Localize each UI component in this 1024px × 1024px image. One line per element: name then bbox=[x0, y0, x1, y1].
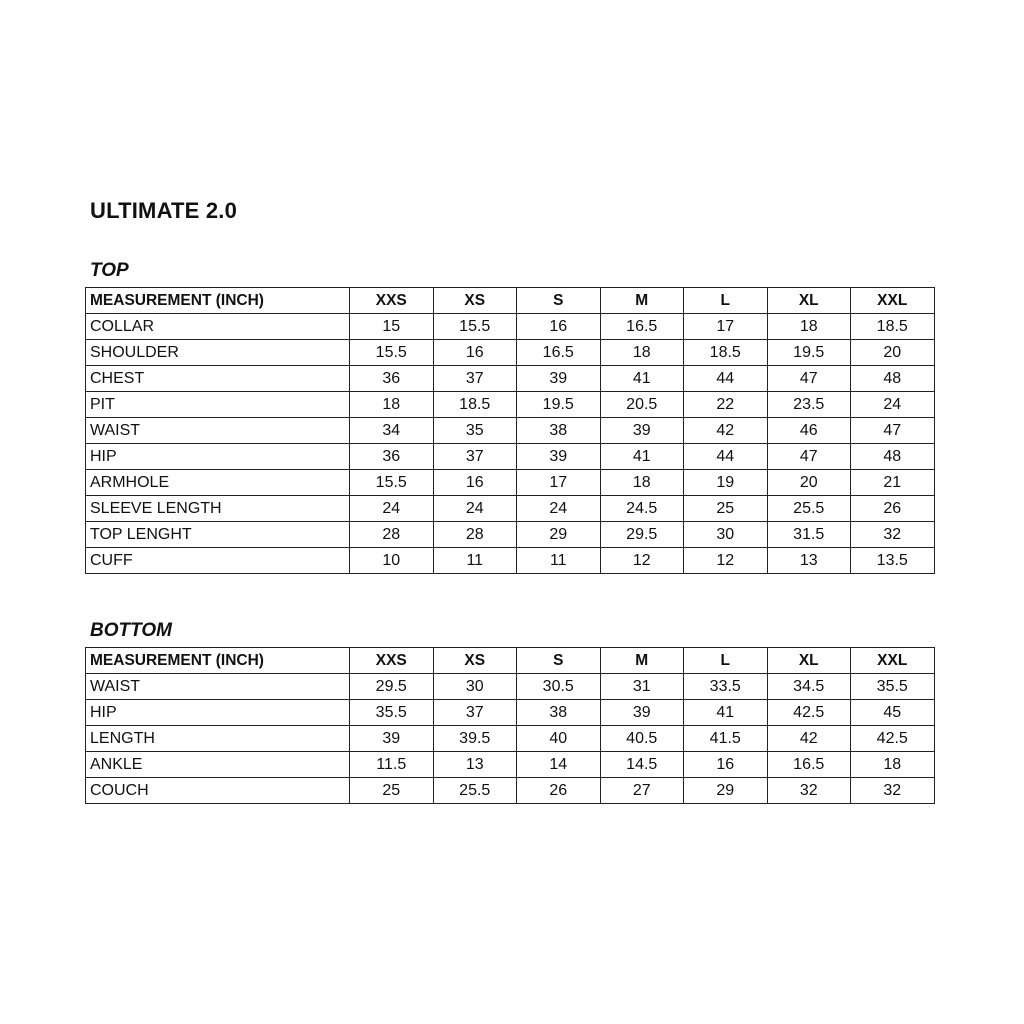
measurement-value-cell: 35.5 bbox=[350, 700, 434, 726]
measurement-value-cell: 38 bbox=[517, 700, 601, 726]
measurement-value-cell: 18 bbox=[600, 340, 684, 366]
measurement-value-cell: 20 bbox=[851, 340, 935, 366]
measurement-value-cell: 32 bbox=[767, 778, 851, 804]
measurement-value-cell: 11 bbox=[433, 548, 517, 574]
measurement-value-cell: 16 bbox=[684, 752, 768, 778]
measurement-value-cell: 18 bbox=[767, 314, 851, 340]
measurement-value-cell: 41.5 bbox=[684, 726, 768, 752]
measurement-value-cell: 29.5 bbox=[600, 522, 684, 548]
measurement-value-cell: 12 bbox=[600, 548, 684, 574]
measurement-value-cell: 37 bbox=[433, 700, 517, 726]
measurement-value-cell: 13 bbox=[767, 548, 851, 574]
measurement-value-cell: 48 bbox=[851, 366, 935, 392]
measurement-value-cell: 19.5 bbox=[517, 392, 601, 418]
table-row bbox=[86, 418, 935, 444]
measurement-value-cell: 33.5 bbox=[684, 674, 768, 700]
size-table-top bbox=[85, 287, 935, 574]
measurement-value-cell: 28 bbox=[350, 522, 434, 548]
table-header-row bbox=[86, 288, 935, 314]
table-header-row bbox=[86, 648, 935, 674]
measurement-value-cell: 30.5 bbox=[517, 674, 601, 700]
section-label-top: TOP bbox=[90, 260, 129, 281]
table-row bbox=[86, 522, 935, 548]
measurement-value-cell: 27 bbox=[600, 778, 684, 804]
column-header: XS bbox=[433, 648, 517, 674]
column-header: XL bbox=[767, 288, 851, 314]
size-table-bottom bbox=[85, 647, 935, 804]
measurement-value-cell: 47 bbox=[767, 444, 851, 470]
measurement-value-cell: 19.5 bbox=[767, 340, 851, 366]
table-row bbox=[86, 752, 935, 778]
measurement-value-cell: 14 bbox=[517, 752, 601, 778]
measurement-value-cell: 25 bbox=[684, 496, 768, 522]
measurement-value-cell: 44 bbox=[684, 444, 768, 470]
measurement-value-cell: 16.5 bbox=[600, 314, 684, 340]
measurement-value-cell: 14.5 bbox=[600, 752, 684, 778]
section-label-bottom: BOTTOM bbox=[90, 620, 172, 641]
measurement-name-cell: COUCH bbox=[86, 778, 350, 804]
measurement-value-cell: 32 bbox=[851, 778, 935, 804]
measurement-value-cell: 25 bbox=[350, 778, 434, 804]
measurement-value-cell: 30 bbox=[433, 674, 517, 700]
measurement-value-cell: 29 bbox=[517, 522, 601, 548]
measurement-value-cell: 35.5 bbox=[851, 674, 935, 700]
measurement-name-cell: WAIST bbox=[86, 674, 350, 700]
measurement-value-cell: 15 bbox=[350, 314, 434, 340]
measurement-value-cell: 10 bbox=[350, 548, 434, 574]
measurement-value-cell: 37 bbox=[433, 444, 517, 470]
table-row bbox=[86, 314, 935, 340]
table-row bbox=[86, 444, 935, 470]
measurement-value-cell: 42.5 bbox=[767, 700, 851, 726]
measurement-value-cell: 16 bbox=[433, 340, 517, 366]
measurement-value-cell: 38 bbox=[517, 418, 601, 444]
measurement-value-cell: 47 bbox=[851, 418, 935, 444]
measurement-value-cell: 25.5 bbox=[767, 496, 851, 522]
measurement-value-cell: 20.5 bbox=[600, 392, 684, 418]
measurement-name-cell: CHEST bbox=[86, 366, 350, 392]
measurement-value-cell: 24 bbox=[433, 496, 517, 522]
measurement-name-cell: SLEEVE LENGTH bbox=[86, 496, 350, 522]
measurement-value-cell: 24 bbox=[517, 496, 601, 522]
measurement-value-cell: 18.5 bbox=[684, 340, 768, 366]
measurement-value-cell: 13 bbox=[433, 752, 517, 778]
measurement-value-cell: 18.5 bbox=[851, 314, 935, 340]
column-header: L bbox=[684, 288, 768, 314]
measurement-value-cell: 11 bbox=[517, 548, 601, 574]
measurement-name-cell: SHOULDER bbox=[86, 340, 350, 366]
table-row bbox=[86, 392, 935, 418]
measurement-value-cell: 16 bbox=[517, 314, 601, 340]
measurement-value-cell: 15.5 bbox=[433, 314, 517, 340]
measurement-value-cell: 26 bbox=[851, 496, 935, 522]
measurement-value-cell: 42 bbox=[767, 726, 851, 752]
column-header: MEASUREMENT (INCH) bbox=[86, 288, 350, 314]
measurement-value-cell: 15.5 bbox=[350, 340, 434, 366]
measurement-value-cell: 39 bbox=[517, 444, 601, 470]
measurement-value-cell: 41 bbox=[684, 700, 768, 726]
measurement-value-cell: 39 bbox=[600, 700, 684, 726]
column-header: XXL bbox=[851, 648, 935, 674]
measurement-value-cell: 26 bbox=[517, 778, 601, 804]
table-row bbox=[86, 496, 935, 522]
measurement-value-cell: 31 bbox=[600, 674, 684, 700]
measurement-name-cell: PIT bbox=[86, 392, 350, 418]
table-row bbox=[86, 548, 935, 574]
column-header: S bbox=[517, 288, 601, 314]
column-header: MEASUREMENT (INCH) bbox=[86, 648, 350, 674]
measurement-value-cell: 18 bbox=[851, 752, 935, 778]
measurement-value-cell: 18.5 bbox=[433, 392, 517, 418]
measurement-value-cell: 34 bbox=[350, 418, 434, 444]
measurement-value-cell: 41 bbox=[600, 444, 684, 470]
column-header: XS bbox=[433, 288, 517, 314]
measurement-value-cell: 16.5 bbox=[517, 340, 601, 366]
table-row bbox=[86, 778, 935, 804]
table-row bbox=[86, 340, 935, 366]
measurement-name-cell: ARMHOLE bbox=[86, 470, 350, 496]
measurement-value-cell: 16.5 bbox=[767, 752, 851, 778]
measurement-value-cell: 17 bbox=[517, 470, 601, 496]
measurement-value-cell: 34.5 bbox=[767, 674, 851, 700]
measurement-name-cell: LENGTH bbox=[86, 726, 350, 752]
column-header: XXL bbox=[851, 288, 935, 314]
measurement-value-cell: 12 bbox=[684, 548, 768, 574]
measurement-name-cell: COLLAR bbox=[86, 314, 350, 340]
measurement-value-cell: 39 bbox=[350, 726, 434, 752]
measurement-value-cell: 41 bbox=[600, 366, 684, 392]
measurement-value-cell: 39 bbox=[600, 418, 684, 444]
measurement-value-cell: 24.5 bbox=[600, 496, 684, 522]
page-title: ULTIMATE 2.0 bbox=[90, 198, 238, 223]
measurement-value-cell: 36 bbox=[350, 444, 434, 470]
measurement-value-cell: 31.5 bbox=[767, 522, 851, 548]
measurement-value-cell: 11.5 bbox=[350, 752, 434, 778]
column-header: XXS bbox=[350, 648, 434, 674]
table-row bbox=[86, 726, 935, 752]
measurement-value-cell: 40 bbox=[517, 726, 601, 752]
measurement-value-cell: 24 bbox=[350, 496, 434, 522]
measurement-value-cell: 37 bbox=[433, 366, 517, 392]
measurement-name-cell: HIP bbox=[86, 444, 350, 470]
column-header: L bbox=[684, 648, 768, 674]
measurement-value-cell: 16 bbox=[433, 470, 517, 496]
measurement-value-cell: 30 bbox=[684, 522, 768, 548]
measurement-value-cell: 42.5 bbox=[851, 726, 935, 752]
measurement-value-cell: 28 bbox=[433, 522, 517, 548]
measurement-name-cell: WAIST bbox=[86, 418, 350, 444]
table-row bbox=[86, 366, 935, 392]
measurement-value-cell: 29.5 bbox=[350, 674, 434, 700]
measurement-value-cell: 44 bbox=[684, 366, 768, 392]
measurement-value-cell: 25.5 bbox=[433, 778, 517, 804]
measurement-value-cell: 24 bbox=[851, 392, 935, 418]
measurement-value-cell: 48 bbox=[851, 444, 935, 470]
measurement-value-cell: 29 bbox=[684, 778, 768, 804]
column-header: M bbox=[600, 648, 684, 674]
measurement-value-cell: 35 bbox=[433, 418, 517, 444]
measurement-value-cell: 42 bbox=[684, 418, 768, 444]
measurement-value-cell: 46 bbox=[767, 418, 851, 444]
measurement-value-cell: 23.5 bbox=[767, 392, 851, 418]
measurement-value-cell: 13.5 bbox=[851, 548, 935, 574]
measurement-name-cell: HIP bbox=[86, 700, 350, 726]
measurement-name-cell: ANKLE bbox=[86, 752, 350, 778]
measurement-value-cell: 18 bbox=[350, 392, 434, 418]
measurement-value-cell: 32 bbox=[851, 522, 935, 548]
table-row bbox=[86, 470, 935, 496]
measurement-value-cell: 15.5 bbox=[350, 470, 434, 496]
measurement-value-cell: 19 bbox=[684, 470, 768, 496]
measurement-value-cell: 17 bbox=[684, 314, 768, 340]
measurement-value-cell: 40.5 bbox=[600, 726, 684, 752]
measurement-value-cell: 18 bbox=[600, 470, 684, 496]
measurement-name-cell: TOP LENGHT bbox=[86, 522, 350, 548]
measurement-name-cell: CUFF bbox=[86, 548, 350, 574]
measurement-value-cell: 39.5 bbox=[433, 726, 517, 752]
column-header: M bbox=[600, 288, 684, 314]
table-row bbox=[86, 700, 935, 726]
measurement-value-cell: 39 bbox=[517, 366, 601, 392]
column-header: S bbox=[517, 648, 601, 674]
measurement-value-cell: 22 bbox=[684, 392, 768, 418]
measurement-value-cell: 20 bbox=[767, 470, 851, 496]
table-row bbox=[86, 674, 935, 700]
measurement-value-cell: 45 bbox=[851, 700, 935, 726]
measurement-value-cell: 47 bbox=[767, 366, 851, 392]
measurement-value-cell: 36 bbox=[350, 366, 434, 392]
column-header: XL bbox=[767, 648, 851, 674]
column-header: XXS bbox=[350, 288, 434, 314]
measurement-value-cell: 21 bbox=[851, 470, 935, 496]
